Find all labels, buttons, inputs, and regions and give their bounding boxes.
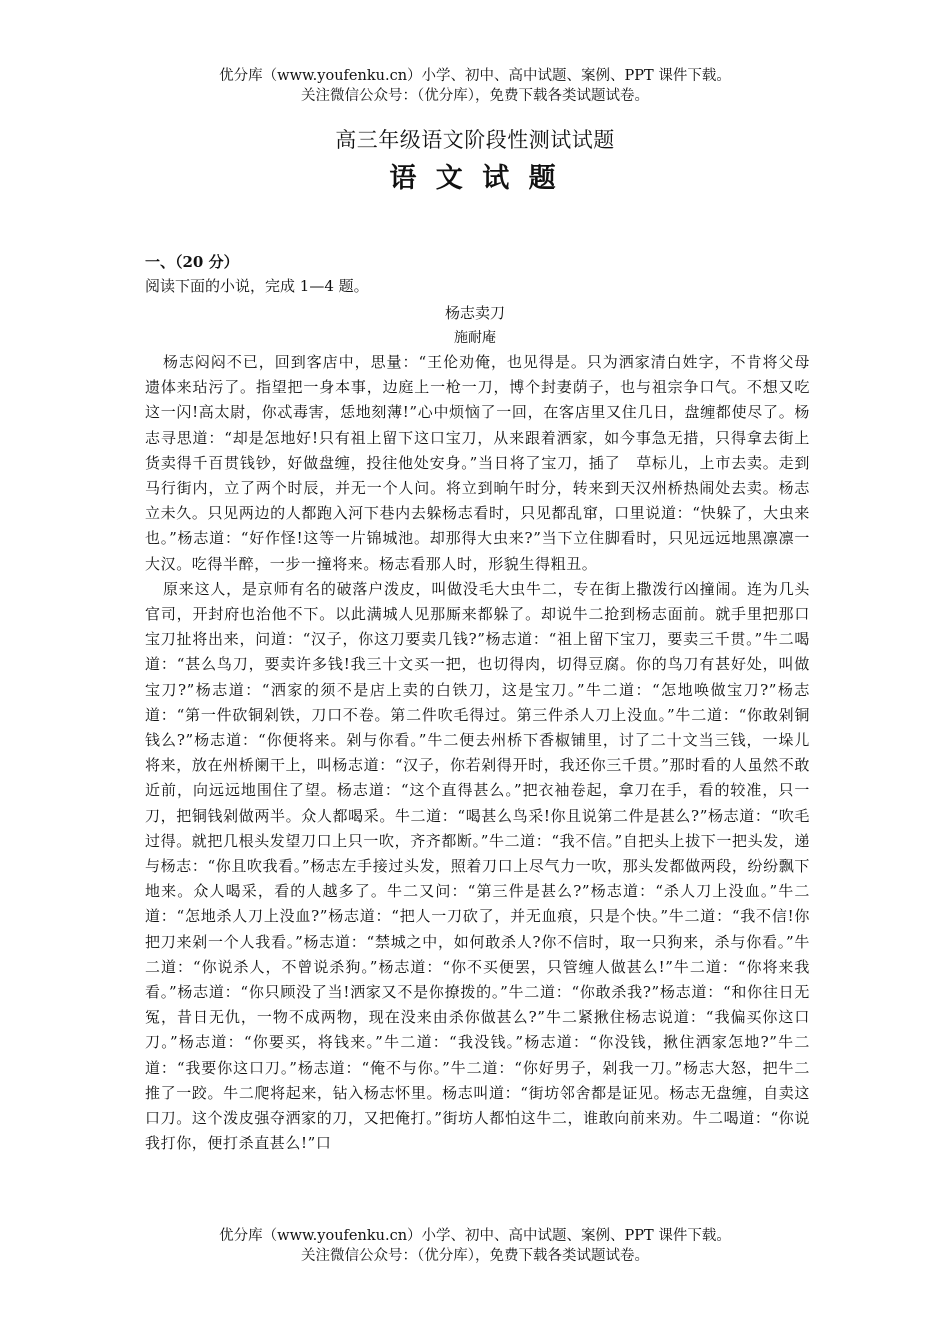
header-line-1: 优分库（www.youfenku.cn）小学、初中、高中试题、案例、PPT 课件下载。 [219, 68, 731, 84]
page-footer [0, 1226, 950, 1266]
section-heading: 一、（20 分） [145, 253, 239, 271]
story-author: 施耐庵 [454, 330, 496, 346]
exam-subtitle: 高三年级语文阶段性测试试题 [335, 128, 615, 152]
story-title: 杨志卖刀 [444, 304, 505, 322]
exam-title: 语 文 试 题 [389, 163, 561, 194]
story-paragraph-2: 原来这人，是京师有名的破落户泼皮，叫做没毛大虫牛二，专在街上撒泼行凶撞闹。连为几头官司，开封府也治他不下。以此满城人见那厮来都躲了。却说牛二抢到杨志面前。就手里把那口宝刀扯将出来，问道：“汉子，你这刀要卖几钱?”杨志道：“祖上留下宝刀，要卖三千贯。”牛二喝道：“甚么鸟刀，要卖许多钱!我三十文买一把，也切得肉，切得豆腐。你的鸟刀有甚好处，叫做宝刀?”杨志道：“洒家的须不是店上卖的白铁刀，这是宝刀。”牛二道：“怎地唤做宝刀?”杨志道：“第一件砍铜剁铁，刀口不卷。第二件吹毛得过。第三件杀人刀上没血。”牛二道：“你敢剁铜钱么?”杨志道：“你便将来。剁与你看。”牛二便去州桥下香椒铺里，讨了二十文当三钱，一垛儿将来，放在州桥阑干上，叫杨志道：“汉子，你若剁得开时，我还你三千贯。”那时看的人虽然不敢近前，向远远地围住了望。杨志道：“这个直得甚么。”把衣袖卷起，拿刀在手，看的较准，只一刀，把铜钱剁做两半。众人都喝采。牛二道：“喝甚么鸟采!你且说第二件是甚么?”杨志道：“吹毛过得。就把几根头发望刀口上只一吹，齐齐都断。”牛二道：“我不信。”自把头上拔下一把头发，递与杨志：“你且吹我看。”杨志左手接过头发，照着刀口上尽气力一吹，那头发都做两段，纷纷飘下地来。众人喝采，看的人越多了。牛二又问：“第三件是甚么?”杨志道：“杀人刀上没血。”牛二道：“怎地杀人刀上没血?”杨志道：“把人一刀砍了，并无血痕，只是个快。”牛二道：“我不信!你把刀来剁一个人我看。”杨志道：“禁城之中，如何敢杀人?你不信时，取一只狗来，杀与你看。”牛二道：“你说杀人，不曾说杀狗。”杨志道：“你不买便罢，只管缠人做甚么!”牛二道：“你将来我看。”杨志道：“你只顾没了当!洒家又不是你撩拨的。”牛二道：“你敢杀我?”杨志道：“和你往日无冤，昔日无仇，一物不成两物，现在没来由杀你做甚么?”牛二紧揪住杨志说道：“我偏买你这口刀。”杨志道：“你要买，将钱来。”牛二道：“我没钱。”杨志道：“你没钱，揪住洒家怎地?”牛二道：“我要你这口刀。”杨志道：“俺不与你。”牛二道：“你好男子，剁我一刀。”杨志大怒，把牛二推了一跤。牛二爬将起来，钻入杨志怀里。杨志叫道：“街坊邻舍都是证见。杨志无盘缠，自卖这口刀。这个泼皮强夺洒家的刀，又把俺打。”街坊人都怕这牛二，谁敢向前来劝。牛二喝道：“你说我打你，便打杀直甚么!”口 [145, 579, 811, 1153]
footer-line-2: 关注微信公众号：（优分库），免费下载各类试题试卷。 [301, 1248, 649, 1264]
section-instruction: 阅读下面的小说，完成 1—4 题。 [145, 277, 369, 295]
story-paragraph-1: 杨志闷闷不已，回到客店中，思量：“王伦劝俺，也见得是。只为洒家清白姓字，不肯将父母遗体来玷污了。指望把一身本事，边庭上一枪一刀，博个封妻荫子，也与祖宗争口气。不想又吃这一闪!高太尉，你忒毒害，恁地刻薄!”心中烦恼了一回，在客店里又住几日，盘缠都使尽了。杨志寻思道：“却是怎地好!只有祖上留下这口宝刀，从来跟着洒家，如今事急无措，只得拿去街上货卖得千百贯钱钞，好做盘缠，投往他处安身。”当日将了宝刀，插了 草标儿，上市去卖。走到马行街内，立了两个时辰，并无一个人问。将立到晌午时分，转来到天汉州桥热闹处去卖。杨志立未久。只见两边的人都跑入河下巷内去躲杨志看时，只见都乱窜，口里说道：“快躲了，大虫来也。”杨志道：“好作怪!这等一片锦城池。却那得大虫来?”当下立住脚看时，只见远远地黑凛凛一大汉。吃得半醉，一步一撞将来。杨志看那人时，形貌生得粗丑。 [145, 353, 810, 573]
header-line-2: 关注微信公众号：（优分库），免费下载各类试题试卷。 [301, 88, 649, 104]
story-body [145, 350, 810, 1157]
footer-line-1: 优分库（www.youfenku.cn）小学、初中、高中试题、案例、PPT 课件下载。 [219, 1228, 731, 1244]
page-header [0, 66, 950, 106]
